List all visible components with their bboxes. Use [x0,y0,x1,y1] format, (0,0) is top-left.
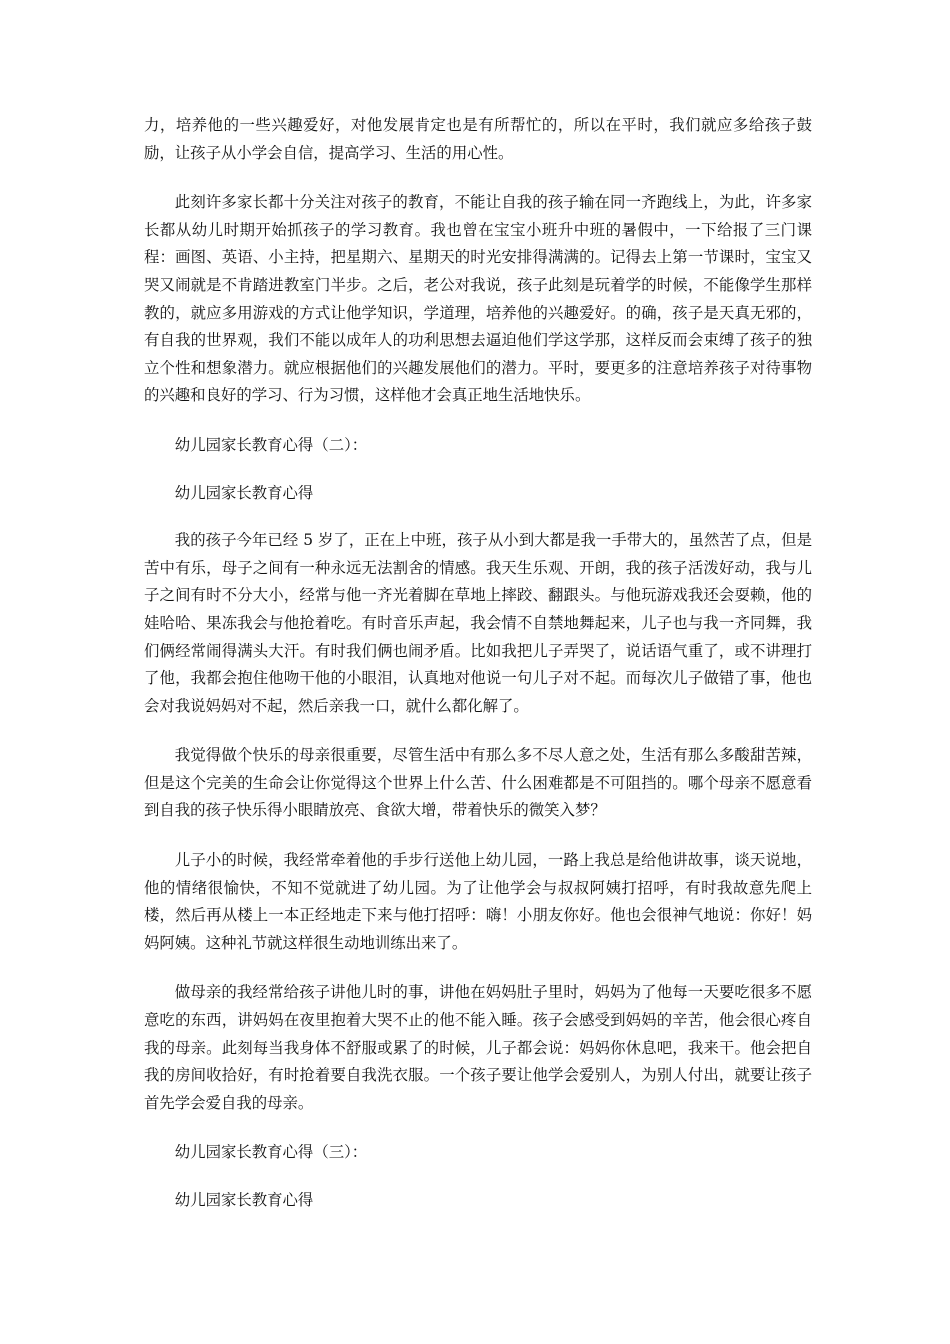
section-heading-two: 幼儿园家长教育心得（二）： [174,435,368,454]
paragraph-kindergarten-walk: 儿子小的时候，我经常牵着他的手步行送他上幼儿园，一路上我总是给他讲故事，谈天说地，他的情绪很愉快，不知不觉就进了幼儿园。为了让他学会与叔叔阿姨打招呼，有时我故意先爬上楼，然后再从楼上一本正经地走下来与他打招呼：嗨！小朋友你好。他也会很神气地说：你好！妈妈阿姨。这种礼节就这样很生动地训练出来了。 [144,851,812,952]
section-subtitle-two: 幼儿园家长教育心得 [174,483,314,502]
section-heading-three: 幼儿园家长教育心得（三）： [174,1143,368,1162]
paragraph-happy-mother: 我觉得做个快乐的母亲很重要，尽管生活中有那么多不尽人意之处，生活有那么多酸甜苦辣，但是这个完美的生命会让你觉得这个世界上什么苦、什么困难都是不可阻挡的。哪个母亲不愿意看到自我的孩子快乐得小眼睛放亮、食欲大增，带着快乐的微笑入梦？ [144,746,812,820]
document-page [144,112,812,1235]
paragraph-parent-education: 此刻许多家长都十分关注对孩子的教育，不能让自我的孩子输在同一齐跑线上，为此，许多家长都从幼儿时期开始抓孩子的学习教育。我也曾在宝宝小班升中班的暑假中，一下给报了三门课程：画图、英语、小主持，把星期六、星期天的时光安排得满满的。记得去上第一节课时，宝宝又哭又闹就是不肯踏进教室门半步。之后，老公对我说，孩子此刻是玩着学的时候，不能像学生那样教的，就应多用游戏的方式让他学知识，学道理，培养他的兴趣爱好。的确，孩子是天真无邪的，有自我的世界观，我们不能以成年人的功利思想去逼迫他们学这学那，这样反而会束缚了孩子的独立个性和想象潜力。就应根据他们的兴趣发展他们的潜力。平时，要更多的注意培养孩子对待事物的兴趣和良好的学习、行为习惯，这样他才会真正地生活地快乐。 [144,193,812,405]
paragraph-continued: 力，培养他的一些兴趣爱好，对他发展肯定也是有所帮忙的，所以在平时，我们就应多给孩子鼓励，让孩子从小学会自信，提高学习、生活的用心性。 [144,116,812,162]
paragraph-childhood-stories: 做母亲的我经常给孩子讲他儿时的事，讲他在妈妈肚子里时，妈妈为了他每一天要吃很多不愿意吃的东西，讲妈妈在夜里抱着大哭不止的他不能入睡。孩子会感受到妈妈的辛苦，他会很心疼自我的母亲。此刻每当我身体不舒服或累了的时候，儿子都会说：妈妈你休息吧，我来干。他会把自我的房间收拾好，有时抢着要自我洗衣服。一个孩子要让他学会爱别人，为别人付出，就要让孩子首先学会爱自我的母亲。 [144,983,812,1112]
section-subtitle-three: 幼儿园家长教育心得 [174,1191,314,1209]
paragraph-my-child: 我的孩子今年已经 5 岁了，正在上中班，孩子从小到大都是我一手带大的，虽然苦了点，但是苦中有乐，母子之间有一种永远无法割舍的情感。我天生乐观、开朗，我的孩子活泼好动，我与儿子之间有时不分大小，经常与他一齐光着脚在草地上摔跤、翻跟头。与他玩游戏我还会耍赖，他的娃哈哈、果冻我会与他抢着吃。有时音乐声起，我会情不自禁地舞起来，儿子也与我一齐同舞，我们俩经常闹得满头大汗。有时我们俩也闹矛盾。比如我把儿子弄哭了，说话语气重了，或不讲理打了他，我都会抱住他吻干他的小眼泪，认真地对他说一句儿子对不起。而每次儿子做错了事，他也会对我说妈妈对不起，然后亲我一口，就什么都化解了。 [144,531,812,715]
